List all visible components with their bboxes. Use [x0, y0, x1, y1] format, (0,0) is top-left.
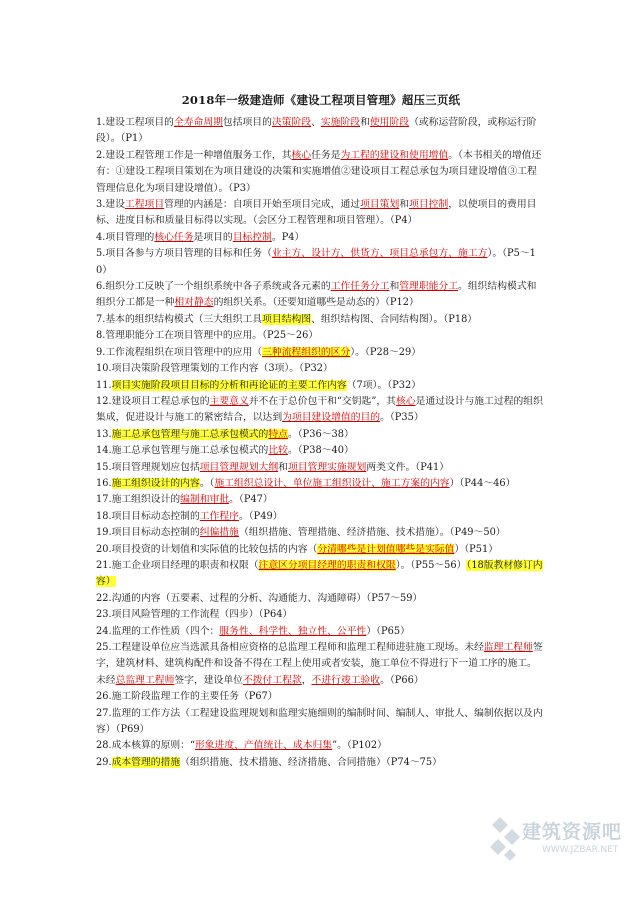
item-text: 1.建设工程项目的	[96, 117, 174, 128]
item-text: 的组织关系。（还要知道哪些是动态的）（P12）	[213, 297, 419, 309]
emphasis-text: 注意区分项目经理的职责和权限	[258, 559, 396, 571]
list-item	[96, 246, 546, 279]
item-text: 和	[360, 117, 370, 128]
list-item	[96, 607, 546, 623]
emphasis-text: 编制和审批	[180, 494, 230, 506]
emphasis-text: 全寿命周期	[173, 117, 223, 128]
emphasis-text: 核心	[291, 149, 312, 161]
list-item	[96, 197, 546, 230]
item-text: 2.建设工程管理工作是一种增值服务工作，其	[96, 149, 292, 161]
list-item	[96, 115, 546, 148]
item-text: 22.沟通的内容（五要素、过程的分析、沟通能力、沟通障碍）（P57～59）	[96, 592, 423, 604]
list-item	[96, 738, 546, 754]
item-text: 12.建设项目工程总承包的	[96, 395, 210, 407]
list-item	[96, 394, 546, 427]
list-item	[96, 509, 546, 525]
emphasis-text: 实施阶段	[320, 117, 361, 128]
highlighted-text: 施工总承包管理与施工总承包模式的	[111, 428, 269, 440]
emphasis-text: 纠偏措施	[199, 527, 239, 539]
emphasis-text: 服务性、科学性、独立性、公平性	[219, 625, 367, 637]
emphasis-text: 项目管理实施规划	[287, 461, 367, 473]
item-text: 是项目的	[193, 231, 233, 243]
emphasis-text: 比较	[268, 445, 288, 457]
item-text: ）（P65）	[366, 625, 410, 637]
list-item	[96, 361, 546, 377]
emphasis-text: 监理工程师	[483, 642, 533, 653]
item-text: 29.	[96, 756, 112, 768]
item-text: 。（	[199, 477, 215, 489]
emphasis-text: 项目策划	[360, 199, 400, 211]
list-item	[96, 542, 546, 558]
highlighted-text: 项目实施阶段项目目标的分析和再论证的主要工作内容	[111, 379, 347, 391]
item-text: 9.工作流程组织在项目管理中的应用（	[96, 346, 263, 358]
emphasis-text: 为项目建设增值的目的	[282, 412, 381, 424]
list-item	[96, 689, 546, 705]
watermark-text: 建筑资源吧	[522, 821, 623, 843]
item-text: 和	[278, 461, 288, 473]
item-text: 28.成本核算的原则：“	[96, 740, 195, 752]
item-text: 签字，建设单位	[174, 674, 243, 686]
item-text: ”。（P102）	[332, 740, 387, 752]
list-item	[96, 443, 546, 459]
list-item	[96, 558, 546, 591]
item-text: 17.施工组织设计的	[96, 494, 181, 506]
item-text: （组织措施、管理措施、经济措施、技术措施）。（P49～50）	[238, 527, 506, 539]
item-text: （或称运营阶段，或称运行阶段）。（P1）	[96, 117, 537, 145]
emphasis-text: 业主方、设计方、供货方、项目总承包方、施工方	[271, 248, 488, 260]
item-text: 3.建设	[96, 199, 125, 211]
highlighted-text: 成本管理的措施	[111, 756, 181, 768]
item-text: 14.施工总承包管理与施工总承包模式的	[96, 445, 269, 457]
emphasis-text: 不拨付工程款	[242, 674, 302, 686]
watermark-logo-icon	[486, 813, 526, 863]
document-title: 2018年一级建造师《建设工程项目管理》超压三页纸	[181, 93, 461, 107]
list-item	[96, 328, 546, 344]
highlighted-text: 施工组织设计的内容	[111, 477, 200, 489]
item-text: 。（P49）	[238, 510, 283, 522]
item-text: 4.项目管理的	[96, 231, 155, 243]
item-text: 18.项目目标动态控制的	[96, 510, 200, 522]
item-text: 11.	[96, 379, 112, 391]
emphasis-text: 工作程序	[199, 510, 239, 522]
item-text: ）（P44～46）	[449, 477, 516, 489]
item-text: 管理的内涵是：自项目开始至项目完成，通过	[164, 199, 361, 211]
item-text: 6.组织分工反映了一个组织系统中各子系统或各元素的	[96, 281, 331, 293]
highlighted-text: 项目结构图	[262, 313, 312, 325]
list-item	[96, 460, 546, 476]
item-text: 16.	[96, 477, 112, 489]
list-item	[96, 312, 546, 328]
item-text: 10.项目决策阶段管理策划的工作内容（3项）。（P32）	[96, 363, 333, 375]
emphasis-text: 主要意义	[209, 395, 249, 407]
item-text: 。（P47）	[229, 494, 273, 506]
emphasis-text: 工程项目	[124, 199, 165, 211]
emphasis-text: 使用阶段	[369, 117, 410, 128]
emphasis-text: 为工程的建设和使用增值	[340, 149, 449, 161]
list-item	[96, 230, 546, 246]
list-item	[96, 492, 546, 508]
item-text: ，以使项目的费用目标、进度目标和质量目标得以实现。（会区分工程管理和项目管理）。（P4）	[96, 199, 537, 227]
list-item	[96, 706, 546, 739]
item-text: 。（P35）	[380, 412, 424, 424]
emphasis-text: 三种流程组织的区分	[262, 346, 351, 358]
item-text: 。（P36～38）	[287, 428, 354, 440]
item-text: 和	[399, 199, 410, 211]
item-text: 15.项目管理规划应包括	[96, 461, 200, 473]
emphasis-text: 特点	[268, 428, 288, 440]
item-text: 是通过设计与施工过程的组织集成，促进设计与施工的紧密结合，以达到	[96, 395, 543, 424]
item-text: 。P4）	[271, 231, 305, 243]
list-item	[96, 279, 546, 312]
emphasis-text: 核心任务	[154, 231, 194, 243]
emphasis-text: 施工组织总设计、单位施工组织设计、施工方案的内容	[214, 477, 450, 489]
list-item	[96, 378, 546, 394]
item-text: 23.项目风险管理的工作流程（四步）（P64）	[96, 609, 293, 621]
item-text: 任务是	[311, 149, 341, 161]
list-item	[96, 345, 546, 361]
item-text: 两类文件。（P41）	[366, 461, 450, 473]
item-text: 27.监理的工作方法（工程建设监理规划和监理实施细则的编制时间、编制人、审批人、编制依据以及内容）（P69）	[96, 707, 543, 736]
item-text: 签字，建筑材料、建筑构配件和设备不得在工程上使用或者安装，施工单位不得进行下一道工序的施工。未经	[96, 642, 543, 686]
item-text: 。（P38～40）	[287, 445, 354, 457]
emphasis-text: 目标控制	[232, 231, 272, 243]
item-text: ）。（P28～29）	[350, 346, 421, 358]
highlighted-text: （18版教材修订内容）	[96, 559, 543, 588]
item-text: ）（P51）	[454, 543, 499, 555]
item-text: 包括项目的	[222, 117, 272, 128]
list-item	[96, 427, 546, 443]
item-text: 、	[311, 117, 321, 128]
item-text: 、组织结构图、合同结构图）。（P18）	[311, 313, 478, 325]
item-text: （7项）。（P32）	[346, 379, 421, 391]
emphasis-text: 核心	[395, 395, 416, 407]
item-text: 20.项目投资的计划值和实际值的比较包括的内容（	[96, 543, 318, 555]
item-text: 和	[389, 281, 400, 293]
item-list	[96, 115, 546, 771]
emphasis-text: 不进行竣工验收	[311, 674, 381, 686]
item-text: 。（P66）	[380, 674, 424, 686]
item-text: 13.	[96, 428, 112, 440]
emphasis-text: 决策阶段	[271, 117, 312, 128]
list-item	[96, 755, 546, 771]
emphasis-text: 总监理工程师	[115, 674, 175, 686]
item-text: 25.工程建设单位应当选派具备相应资格的总监理工程师和监理工程师进驻施工现场。未经	[96, 642, 484, 653]
item-text: 5.项目各参与方项目管理的目标和任务（	[96, 248, 272, 260]
emphasis-text: 形象进度、产值统计、成本归集	[194, 740, 333, 752]
item-text: ）。（P5～10）	[96, 248, 536, 276]
emphasis-text: 项目控制	[409, 199, 449, 211]
item-text: 。（本书相关的增值还有：①建设工程项目策划在为项目建设的决策和实施增值②建设项目工程总承包为项目建设增值③工程管理信息化为项目建设增值）。（P3）	[96, 149, 542, 194]
emphasis-text: 分清哪些是计划值哪些是实际值	[317, 543, 455, 555]
list-item	[96, 525, 546, 541]
item-text: （组织措施、技术措施、经济措施、合同措施）（P74～75）	[180, 756, 442, 768]
item-text: 8.管理职能分工在项目管理中的应用。（P25～26）	[96, 330, 319, 342]
item-text: 7.基本的组织结构模式（三大组织工具	[96, 313, 263, 325]
emphasis-text: 项目管理规划大纲	[199, 461, 279, 473]
item-text: 。组织结构模式和组织分工都是一种	[96, 281, 537, 309]
emphasis-text: 工作任务分工	[330, 281, 390, 293]
item-text: 19.项目目标动态控制的	[96, 527, 200, 539]
list-item	[96, 591, 546, 607]
emphasis-text: 管理职能分工	[399, 281, 459, 293]
emphasis-text: 相对静态	[174, 297, 214, 309]
item-text: ）。（P55～56）	[395, 559, 467, 571]
item-text: 24.监理的工作性质（四个：	[96, 625, 220, 637]
watermark	[486, 813, 636, 883]
watermark-url: WWW.JZBAR.NET	[542, 845, 619, 855]
item-text: 26.施工阶段监理工作的主要任务（P67）	[96, 691, 278, 703]
item-text: 21.施工企业项目经理的职责和权限（	[96, 559, 259, 571]
list-item	[96, 624, 546, 640]
list-item	[96, 640, 546, 689]
item-text: ，	[301, 674, 312, 686]
item-text: 并不在于总价包干和“交钥匙”，其	[248, 395, 396, 407]
document-page	[96, 92, 546, 771]
list-item	[96, 476, 546, 492]
list-item	[96, 148, 546, 197]
